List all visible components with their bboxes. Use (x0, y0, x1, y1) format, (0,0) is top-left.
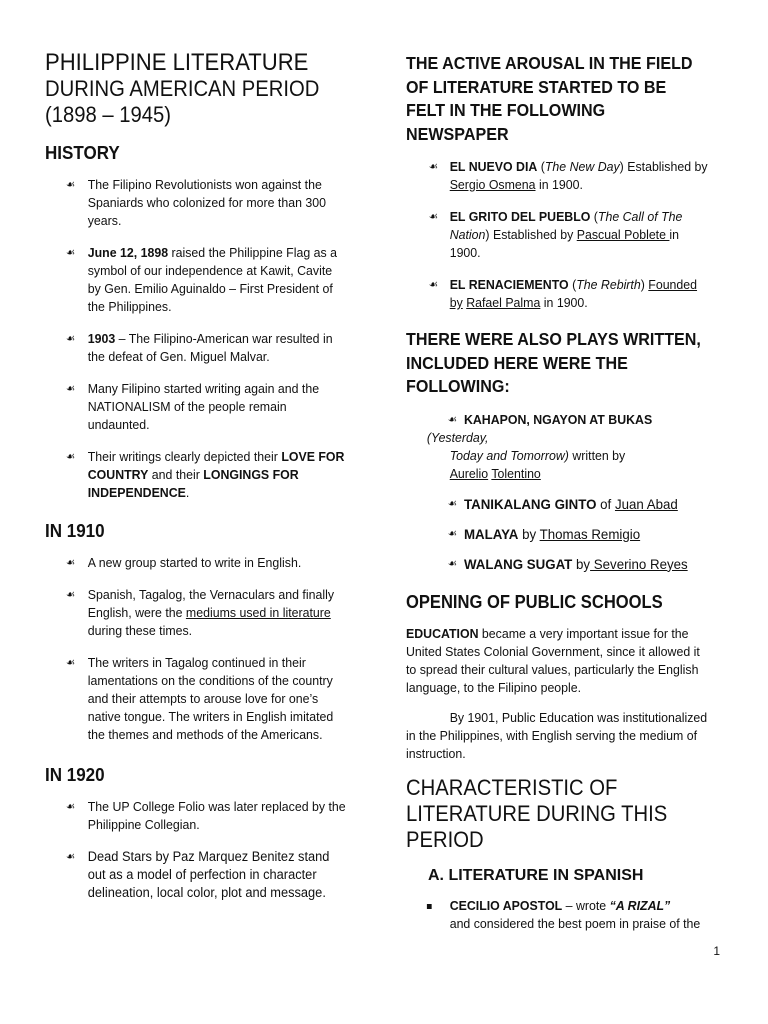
education-paragraph: EDUCATION became a very important issue for the United States Colonial Government, since it allowed it to spread their cultural values, particularly the English language, to the Filipino people. (406, 625, 700, 695)
bullet-icon: ☙ (447, 413, 458, 426)
bullet-icon: ☙ (65, 801, 76, 813)
history-item: ☙ Many Filipino started writing again and the NATIONALISM of the people remain undaunted. (65, 381, 320, 432)
title-line-1: PHILIPPINE LITERATURE (45, 49, 309, 76)
bullet-icon: ☙ (447, 497, 458, 510)
in-1910-item: ☙ A new group started to write in English. (65, 555, 302, 570)
history-heading: HISTORY (45, 142, 120, 163)
document-title (45, 50, 338, 128)
left-column (45, 46, 363, 916)
title-line-2: DURING AMERICAN PERIOD (45, 76, 320, 101)
plays-heading: THERE WERE ALSO PLAYS WRITTEN, INCLUDED HERE WERE THE FOLLOWING: (406, 329, 701, 396)
play-item: ☙ MALAYA by Thomas Remigio (447, 525, 641, 542)
play-item: ☙ WALANG SUGAT by Severino Reyes (447, 555, 688, 572)
newspaper-heading: THE ACTIVE AROUSAL IN THE FIELD OF LITERATURE STARTED TO BE FELT IN THE FOLLOWING NEWSPAPER (406, 53, 693, 144)
play-item: ☙ KAHAPON, NGAYON AT BUKAS (Yesterday, Today and Tomorrow) written by Aurelio Tolentino (426, 411, 653, 481)
history-item: ☙ The Filipino Revolutionists won against the Spaniards who colonized for more than 300 years. (65, 177, 326, 228)
bullet-icon: ☙ (65, 383, 76, 395)
newspaper-item: ☙ EL NUEVO DIA (The New Day) Established by Sergio Osmena in 1900. (428, 159, 708, 192)
in-1910-heading: IN 1910 (45, 520, 105, 541)
characteristic-heading: CHARACTERISTIC OF LITERATURE DURING THIS PERIOD (406, 774, 668, 852)
title-line-3: (1898 – 1945) (45, 102, 172, 127)
bullet-icon: ☙ (65, 247, 76, 259)
bullet-icon: ☙ (65, 451, 76, 463)
square-bullet-icon (427, 904, 432, 909)
apostol-item: CECILIO APOSTOL – wrote “A RIZAL” and considered the best poem in praise of the (406, 897, 712, 933)
newspaper-item: ☙ EL RENACIEMENTO (The Rebirth) Founded by Rafael Palma in 1900. (428, 277, 698, 310)
bullet-icon: ☙ (65, 333, 76, 345)
play-item: ☙ TANIKALANG GINTO of Juan Abad (447, 495, 678, 512)
bullet-icon: ☙ (447, 557, 458, 570)
in-1920-item: ☙ Dead Stars by Paz Marquez Benitez stand out as a model of perfection in character delineation, local color, plot and message. (65, 849, 330, 900)
bullet-icon: ☙ (428, 279, 439, 291)
bullet-icon: ☙ (65, 589, 76, 601)
history-item: ☙ Their writings clearly depicted their LOVE FOR COUNTRY and their LONGINGS FOR INDEPENDENCE. (65, 449, 345, 500)
bullet-icon: ☙ (65, 557, 76, 569)
in-1920-heading: IN 1920 (45, 764, 105, 785)
right-column (406, 46, 728, 933)
bullet-icon: ☙ (65, 657, 76, 669)
bullet-icon: ☙ (65, 179, 76, 191)
bullet-icon: ☙ (65, 851, 76, 863)
public-schools-heading: OPENING OF PUBLIC SCHOOLS (406, 591, 663, 612)
bullet-icon: ☙ (428, 161, 439, 173)
newspaper-item: ☙ EL GRITO DEL PUEBLO (The Call of The Nation) Established by Pascual Poblete in 1900. (428, 209, 683, 260)
bullet-icon: ☙ (447, 527, 458, 540)
history-item: ☙ June 12, 1898 raised the Philippine Flag as a symbol of our independence at Kawit, Cavite by Gen. Emilio Aguinaldo – First President of the Philippines. (65, 245, 337, 314)
bullet-icon: ☙ (428, 211, 439, 223)
in-1910-item: ☙ Spanish, Tagalog, the Vernaculars and finally English, were the mediums used in literature during these times. (65, 587, 335, 638)
in-1910-item: ☙ The writers in Tagalog continued in their lamentations on the conditions of the country and their attempts to arouse love for one’s native tongue. The writers in English imitated the themes and methods of the Americans. (65, 655, 334, 742)
in-1920-item: ☙ The UP College Folio was later replaced by the Philippine Collegian. (65, 799, 346, 832)
public-education-paragraph: By 1901, Public Education was institutionalized in the Philippines, with English serving the medium of instruction. (406, 709, 708, 761)
history-item: ☙ 1903 – The Filipino-American war resulted in the defeat of Gen. Miguel Malvar. (65, 331, 333, 364)
literature-in-spanish-subheading: A. LITERATURE IN SPANISH (428, 866, 644, 884)
page-number: 1 (713, 944, 720, 958)
